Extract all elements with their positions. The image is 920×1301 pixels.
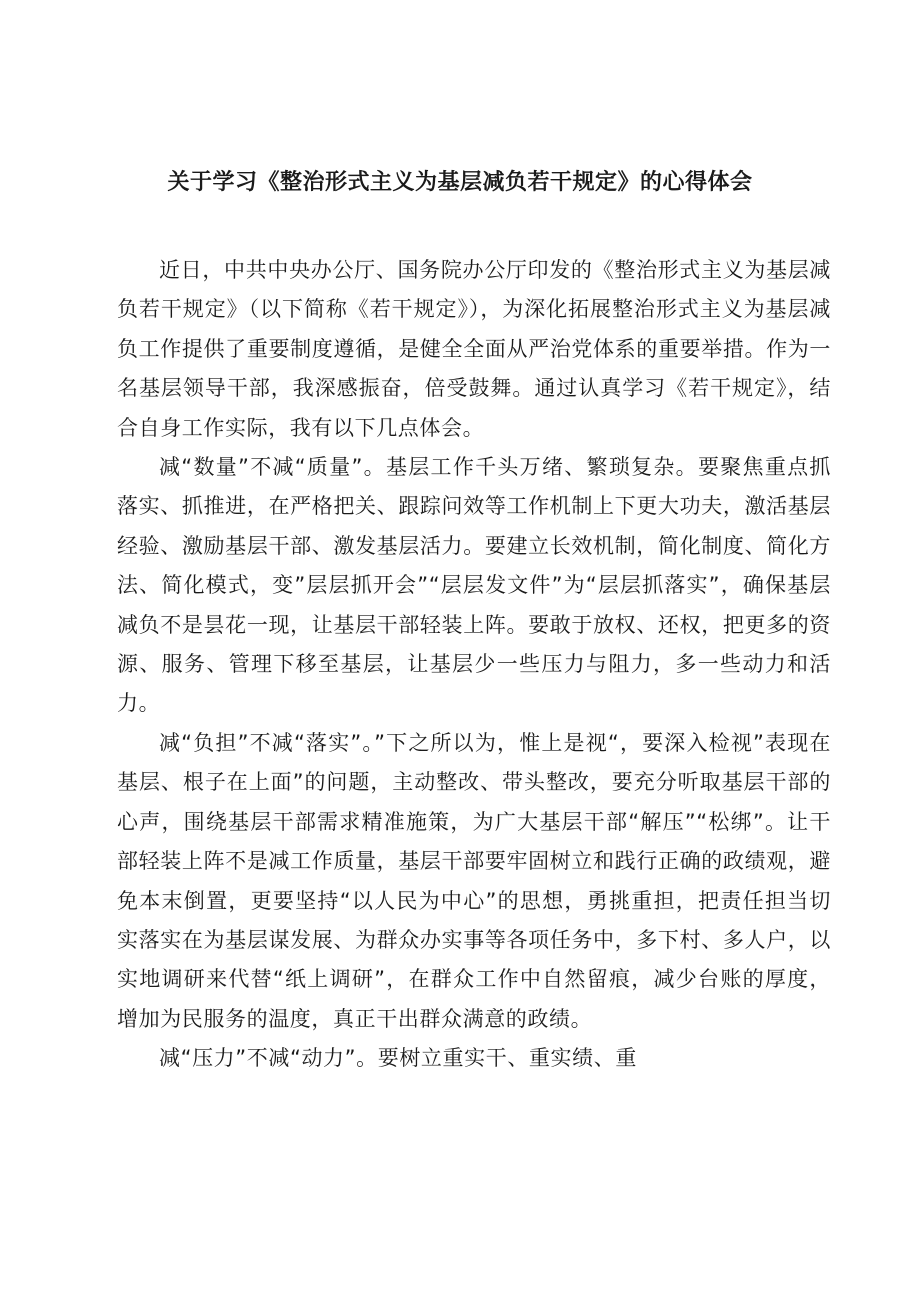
paragraph-quantity-quality: 减“数量”不减“质量”。基层工作千头万绪、繁琐复杂。要聚焦重点抓落实、抓推进，在严格把关、跟踪问效等工作机制上下更大功夫，激活基层经验、激励基层干部、激发基层活力。要建立长效机制，简化制度、简化方法、简化模式，变”层层抓开会”“层层发文件”为“层层抓落实”，确保基层减负不是昙花一现，让基层干部轻装上阵。要敢于放权、还权，把更多的资源、服务、管理下移至基层，让基层少一些压力与阻力，多一些动力和活力。 <box>117 455 831 716</box>
paragraph-pressure-motivation: 减“压力”不减“动力”。要树立重实干、重实绩、重 <box>159 1046 637 1071</box>
document-title: 关于学习《整治形式主义为基层减负若干规定》的心得体会 <box>167 170 753 195</box>
document-body <box>117 251 831 1079</box>
paragraph-burden-implementation: 减“负担”不减“落实”。”下之所以为，惟上是视“，要深入检视”表现在基层、根子在上面”的问题，主动整改、带头整改，要充分听取基层干部的心声，围绕基层干部需求精准施策，为广大基层干部“解压”“松绑”。让干部轻装上阵不是减工作质量，基层干部要牢固树立和践行正确的政绩观，避免本末倒置，更要坚持“以人民为中心”的思想，勇挑重担，把责任担当切实落实在为基层谋发展、为群众办实事等各项任务中，多下村、多人户，以实地调研来代替“纸上调研”，在群众工作中自然留痕，减少台账的厚度，增加为民服务的温度，真正干出群众满意的政绩。 <box>117 730 831 1031</box>
paragraph-intro: 近日，中共中央办公厅、国务院办公厅印发的《整治形式主义为基层减负若干规定》（以下简称《若干规定》），为深化拓展整治形式主义为基层减负工作提供了重要制度遵循，是健全全面从严治党体系的重要举措。作为一名基层领导干部，我深感振奋，倍受鼓舞。通过认真学习《若干规定》，结合自身工作实际，我有以下几点体会。 <box>117 258 831 440</box>
